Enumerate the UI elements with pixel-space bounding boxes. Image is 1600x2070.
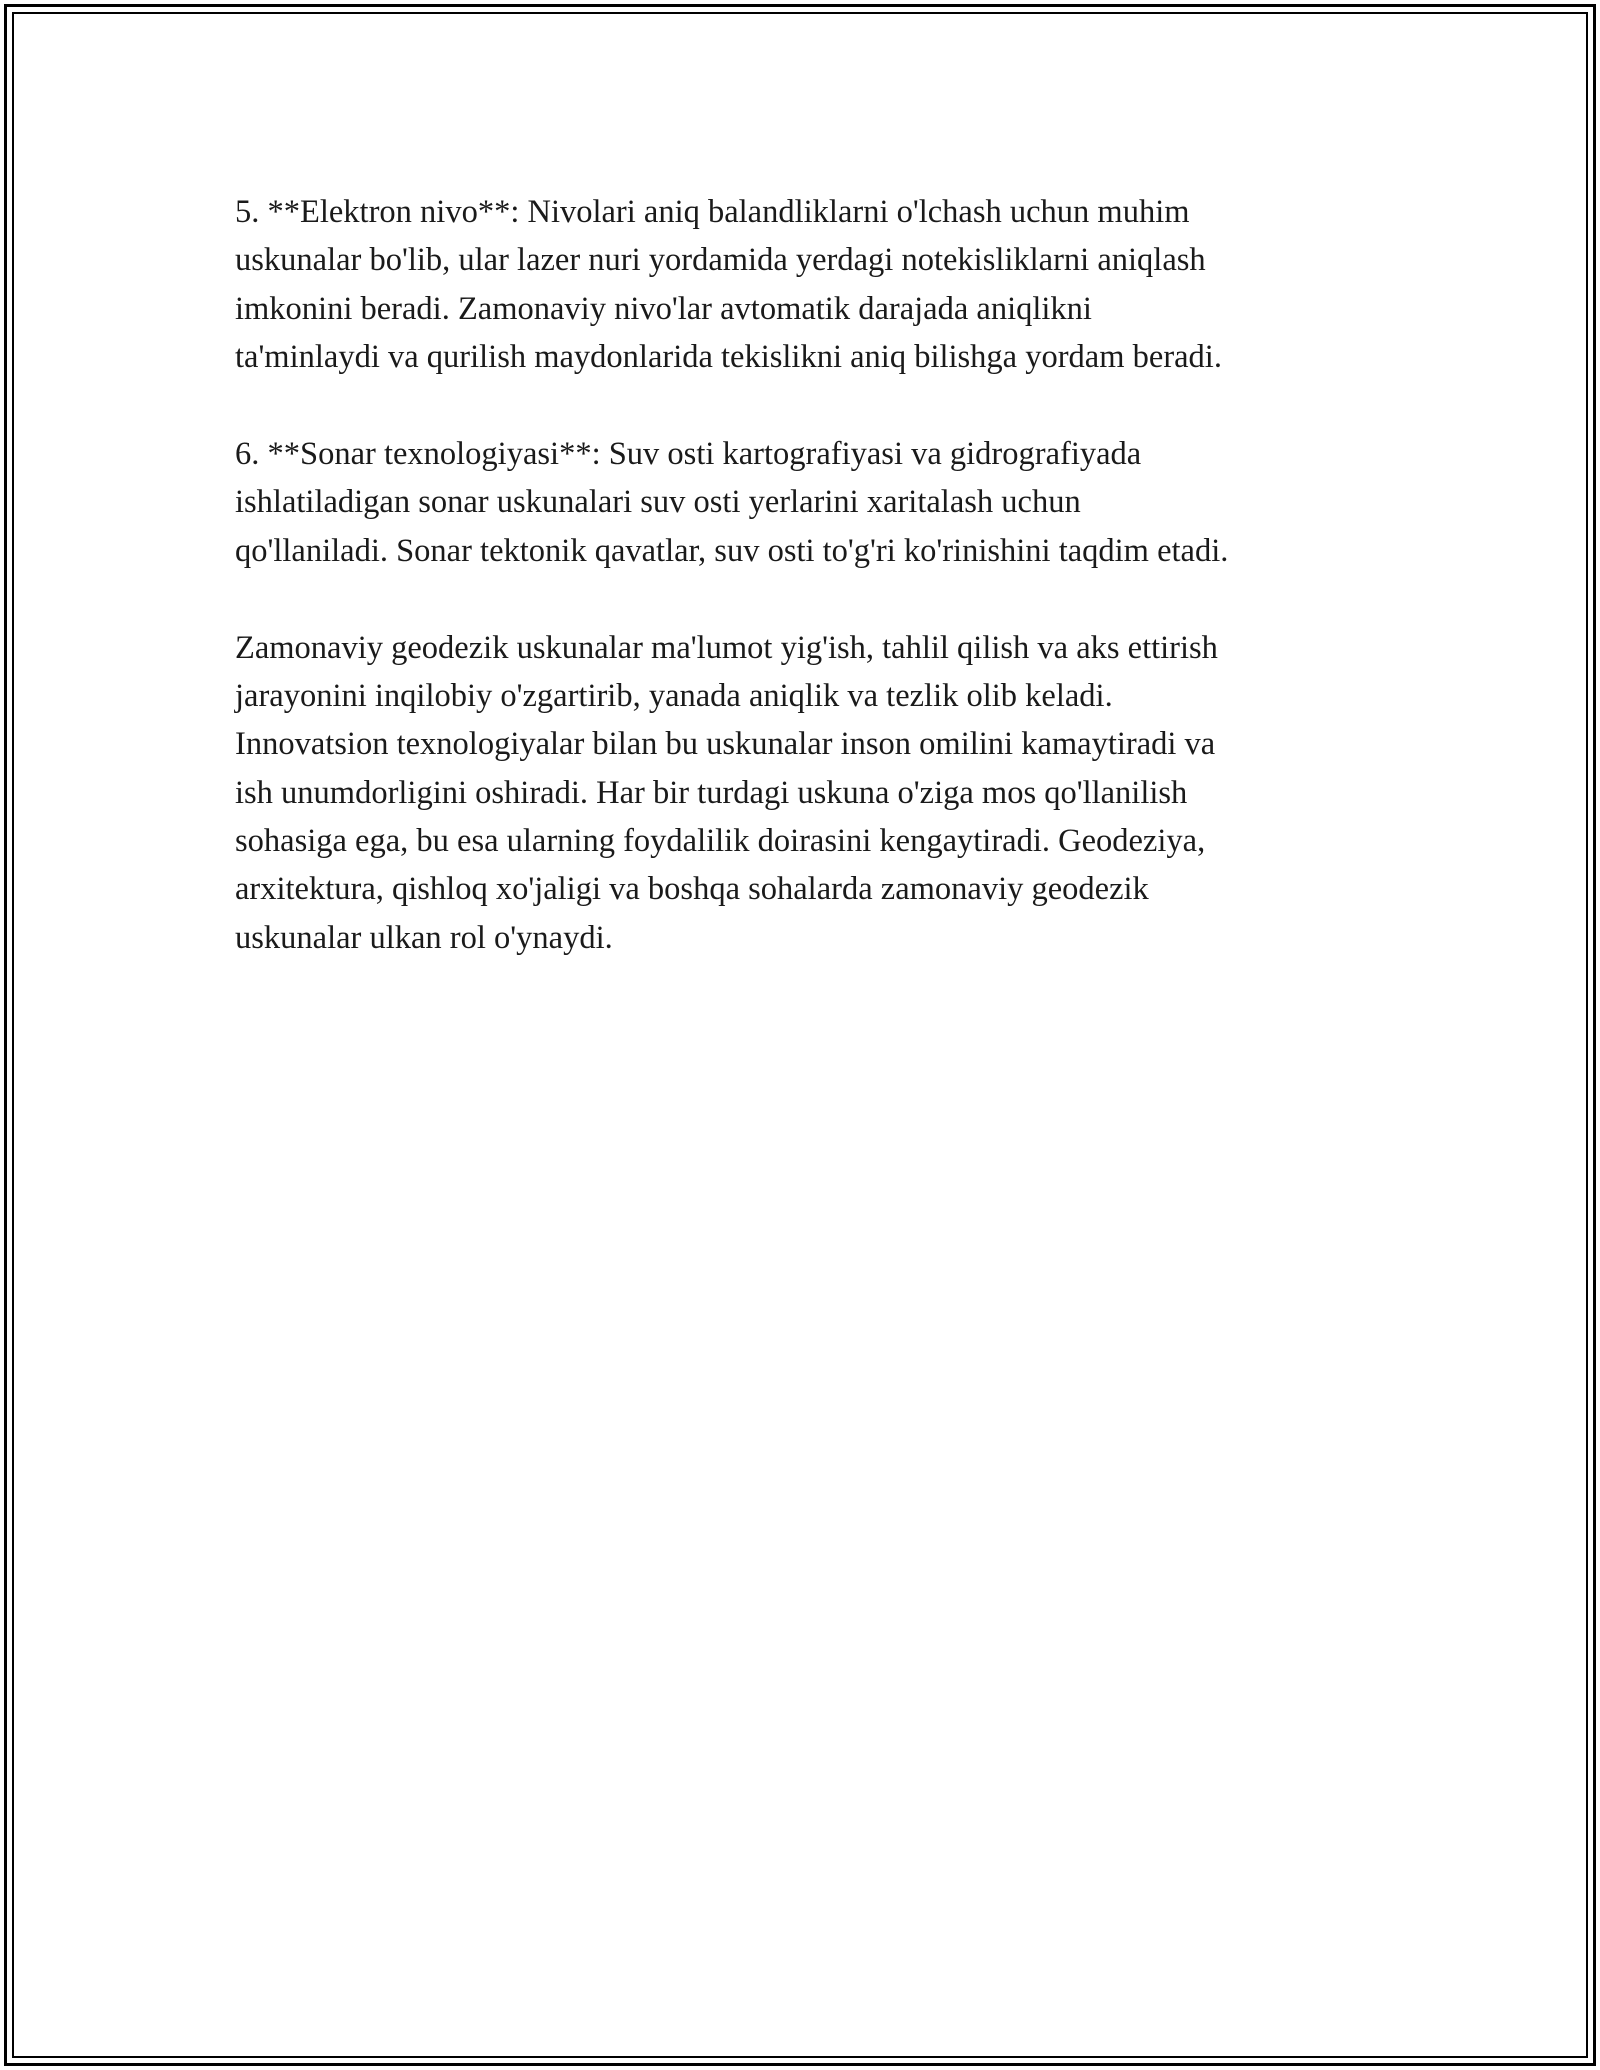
- document-body: [235, 188, 1375, 962]
- text-line: uskunalar ulkan rol o'ynaydi.: [235, 919, 613, 956]
- text-line: Innovatsion texnologiyalar bilan bu uskunalar inson omilini kamaytiradi va: [235, 726, 1216, 763]
- text-line: qo'llaniladi. Sonar tektonik qavatlar, suv osti to'g'ri ko'rinishini taqdim etadi.: [235, 532, 1229, 569]
- paragraph-electronic-level: [235, 188, 1375, 382]
- text-line: arxitektura, qishloq xo'jaligi va boshqa sohalarda zamonaviy geodezik: [235, 871, 1149, 908]
- text-line: sohasiga ega, bu esa ularning foydalilik doirasini kengaytiradi. Geodeziya,: [235, 823, 1206, 860]
- text-line: 6. **Sonar texnologiyasi**: Suv osti kartografiyasi va gidrografiyada: [235, 435, 1142, 472]
- text-line: ishlatiladigan sonar uskunalari suv osti yerlarini xaritalash uchun: [235, 484, 1081, 521]
- paragraph-conclusion: [235, 624, 1375, 963]
- text-line: Zamonaviy geodezik uskunalar ma'lumot yig'ish, tahlil qilish va aks ettirish: [235, 629, 1218, 666]
- text-line: imkonini beradi. Zamonaviy nivo'lar avtomatik darajada aniqlikni: [235, 290, 1092, 327]
- text-line: uskunalar bo'lib, ular lazer nuri yordamida yerdagi notekisliklarni aniqlash: [235, 242, 1206, 279]
- paragraph-sonar-technology: [235, 430, 1375, 575]
- text-line: 5. **Elektron nivo**: Nivolari aniq balandliklarni o'lchash uchun muhim: [235, 194, 1190, 230]
- text-line: ta'minlaydi va qurilish maydonlarida tekislikni aniq bilishga yordam beradi.: [235, 339, 1222, 376]
- text-line: jarayonini inqilobiy o'zgartirib, yanada aniqlik va tezlik olib keladi.: [235, 677, 1113, 714]
- text-line: ish unumdorligini oshiradi. Har bir turdagi uskuna o'ziga mos qo'llanilish: [235, 774, 1188, 811]
